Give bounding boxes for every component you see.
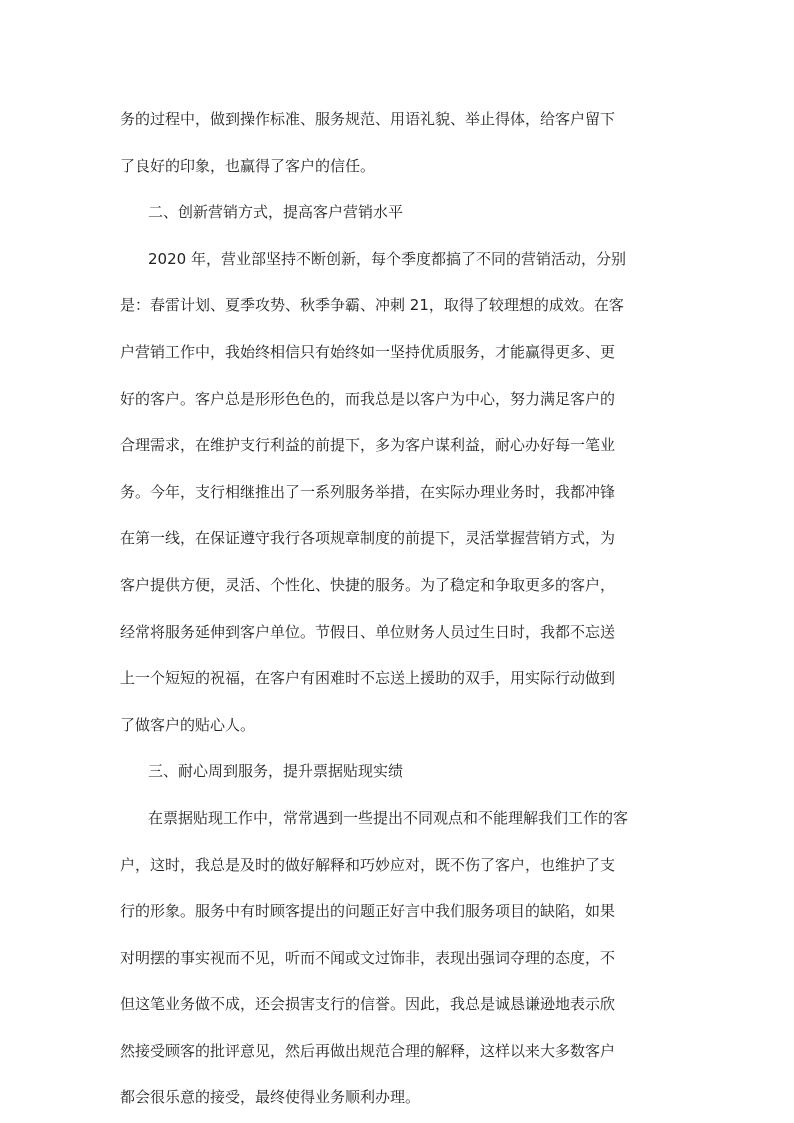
document-body (120, 96, 660, 1121)
section-heading: 二、创新营销方式，提高客户营销水平 (148, 203, 404, 222)
text-line: 务的过程中，做到操作标准、服务规范、用语礼貌、举止得体，给客户留下 (120, 110, 616, 128)
paragraph-first-line: 2020 年，营业部坚持不断创新，每个季度都搞了不同的营销活动，分别 (148, 249, 626, 268)
paragraph-first-line: 在票据贴现工作中，常常遇到一些提出不同观点和不能理解我们工作的客 (148, 808, 629, 827)
section-heading: 三、耐心周到服务，提升票据贴现实绩 (148, 762, 404, 781)
text-line: 了良好的印象，也赢得了客户的信任。 (120, 156, 376, 175)
text-line: 是：春雷计划、夏季攻势、秋季争霸、冲刺 21，取得了较理想的成效。在客 (120, 296, 624, 315)
text-line: 合理需求，在维护支行利益的前提下，多为客户谋利益，耐心办好每一笔业 (120, 436, 616, 455)
text-line: 经常将服务延伸到客户单位。节假日、单位财务人员过生日时，我都不忘送 (120, 622, 616, 641)
text-line: 户，这时，我总是及时的做好解释和巧妙应对，既不伤了客户，也维护了支 (120, 855, 616, 874)
text-line: 然接受顾客的批评意见，然后再做出规范合理的解释，这样以来大多数客户 (120, 1041, 616, 1060)
text-line: 好的客户。客户总是形形色色的，而我总是以客户为中心，努力满足客户的 (120, 389, 616, 408)
text-line: 客户提供方便，灵活、个性化、快捷的服务。为了稳定和争取更多的客户， (120, 575, 616, 594)
text-line: 户营销工作中，我始终相信只有始终如一坚持优质服务，才能赢得更多、更 (120, 342, 616, 361)
text-line: 但这笔业务做不成，还会损害支行的信誉。因此，我总是诚恳谦逊地表示欣 (120, 995, 616, 1014)
text-line: 对明摆的事实视而不见，听而不闻或文过饰非，表现出强词夺理的态度，不 (120, 948, 616, 967)
text-line: 在第一线，在保证遵守我行各项规章制度的前提下，灵活掌握营销方式，为 (120, 529, 616, 548)
text-line: 上一个短短的祝福，在客户有困难时不忘送上援助的双手，用实际行动做到 (120, 669, 616, 688)
text-line: 务。今年，支行相继推出了一系列服务举措，在实际办理业务时，我都冲锋 (120, 482, 616, 501)
text-line: 行的形象。服务中有时顾客提出的问题正好言中我们服务项目的缺陷，如果 (120, 902, 616, 921)
text-line: 都会很乐意的接受，最终使得业务顺利办理。 (120, 1088, 421, 1107)
text-line: 了做客户的贴心人。 (120, 715, 256, 734)
